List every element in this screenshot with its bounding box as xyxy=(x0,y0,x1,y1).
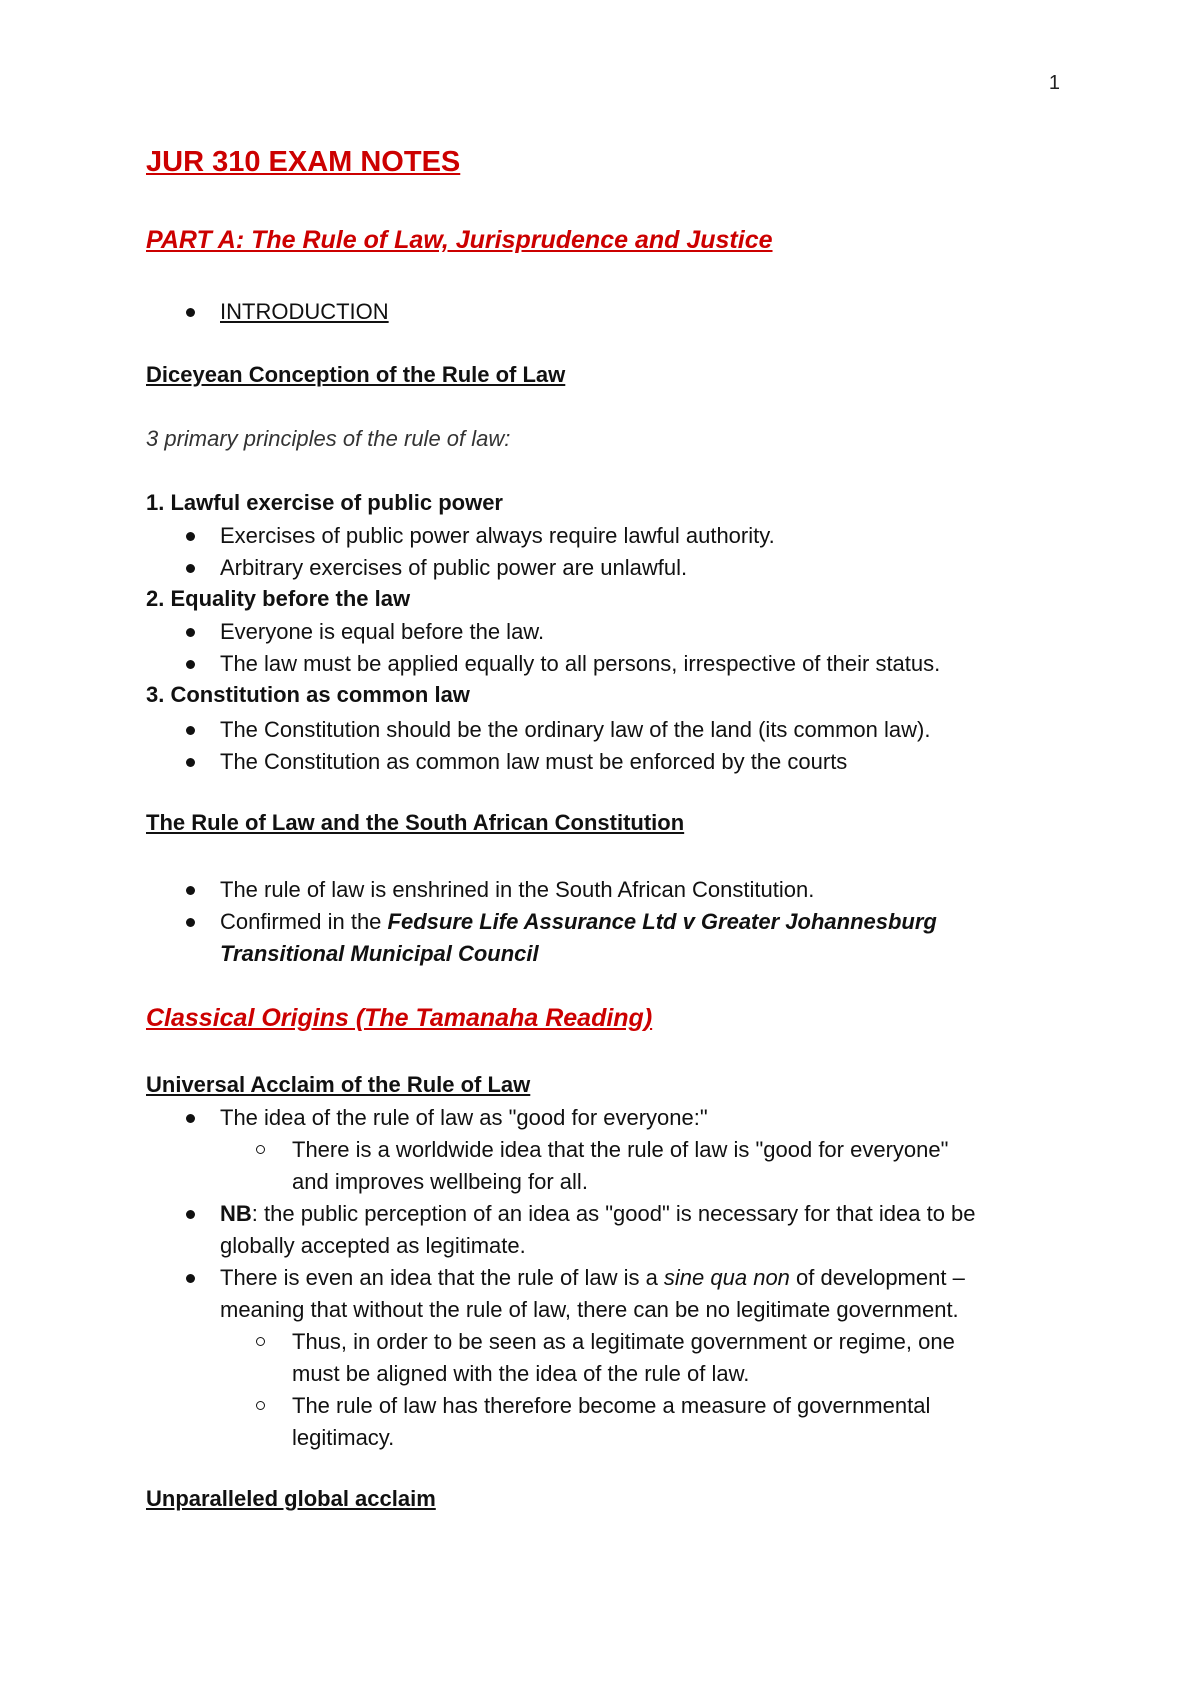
bullet-dot xyxy=(186,1274,195,1283)
page-number: 1 xyxy=(1048,72,1060,94)
sub-list-item-text: There is a worldwide idea that the rule of law is "good for everyone" xyxy=(292,1137,949,1162)
bullet-dot xyxy=(186,726,195,735)
list-item-text: Arbitrary exercises of public power are unlawful. xyxy=(220,555,688,580)
case-name: Fedsure Life Assurance Ltd v Greater Johannesburg xyxy=(387,909,937,934)
bullet-dot xyxy=(186,1210,195,1219)
case-name-continued: Transitional Municipal Council xyxy=(220,941,539,966)
list-item-text: The idea of the rule of law as "good for everyone:" xyxy=(220,1105,708,1130)
bullet-dot xyxy=(186,758,195,767)
list-item-text xyxy=(220,1198,976,1230)
sub-bullet-ring xyxy=(256,1145,265,1154)
sub-bullet-ring xyxy=(256,1337,265,1346)
principle-3-heading: 3. Constitution as common law xyxy=(146,682,470,707)
list-item-text: Everyone is equal before the law. xyxy=(220,619,545,644)
bullet-dot xyxy=(186,660,195,669)
list-item-text: Exercises of public power always require lawful authority. xyxy=(220,523,775,548)
text-segment: There is even an idea that the rule of law is a xyxy=(220,1265,664,1290)
sub-list-item-text: The rule of law has therefore become a measure of governmental xyxy=(292,1393,931,1418)
sub-list-item-text: legitimacy. xyxy=(292,1425,395,1450)
document-title: JUR 310 EXAM NOTES xyxy=(146,146,461,178)
bullet-dot xyxy=(186,628,195,637)
sub-list-item-text: and improves wellbeing for all. xyxy=(292,1169,588,1194)
nb-label: NB xyxy=(220,1201,252,1226)
list-item-text: globally accepted as legitimate. xyxy=(220,1233,526,1258)
list-item-text: meaning that without the rule of law, there can be no legitimate government. xyxy=(220,1297,959,1322)
list-item-text: The Constitution should be the ordinary law of the land (its common law). xyxy=(220,717,931,742)
list-item-text: The rule of law is enshrined in the South African Constitution. xyxy=(220,877,815,902)
list-item-text xyxy=(220,1262,965,1294)
unparalleled-acclaim-heading: Unparalleled global acclaim xyxy=(146,1486,436,1511)
sub-list-item-text: must be aligned with the idea of the rule of law. xyxy=(292,1361,750,1386)
bullet-dot xyxy=(186,308,195,317)
text-segment: of development – xyxy=(789,1265,965,1290)
latin-term: sine qua non xyxy=(663,1265,790,1290)
dicey-lead: 3 primary principles of the rule of law: xyxy=(146,426,511,451)
list-item-text: The Constitution as common law must be enforced by the courts xyxy=(220,749,848,774)
sa-constitution-heading: The Rule of Law and the South African Constitution xyxy=(146,810,685,835)
bullet-dot xyxy=(186,918,195,927)
principle-1-heading: 1. Lawful exercise of public power xyxy=(146,490,503,515)
sub-bullet-ring xyxy=(256,1401,265,1410)
universal-acclaim-heading: Universal Acclaim of the Rule of Law xyxy=(146,1072,531,1097)
list-item-text xyxy=(220,906,937,938)
sub-list-item-text: Thus, in order to be seen as a legitimate government or regime, one xyxy=(292,1329,955,1354)
principle-2-heading: 2. Equality before the law xyxy=(146,586,411,611)
list-item-text: The law must be applied equally to all persons, irrespective of their status. xyxy=(220,651,941,676)
classical-origins-heading: Classical Origins (The Tamanaha Reading) xyxy=(146,1004,653,1032)
intro-label: INTRODUCTION xyxy=(220,299,389,324)
part-a-heading: PART A: The Rule of Law, Jurisprudence and Justice xyxy=(146,226,773,254)
bullet-dot xyxy=(186,886,195,895)
bullet-dot xyxy=(186,1114,195,1123)
case-prefix: Confirmed in the xyxy=(220,909,388,934)
bullet-dot xyxy=(186,564,195,573)
nb-text: : the public perception of an idea as "good" is necessary for that idea to be xyxy=(251,1201,976,1226)
bullet-dot xyxy=(186,532,195,541)
dicey-heading: Diceyean Conception of the Rule of Law xyxy=(146,362,566,387)
